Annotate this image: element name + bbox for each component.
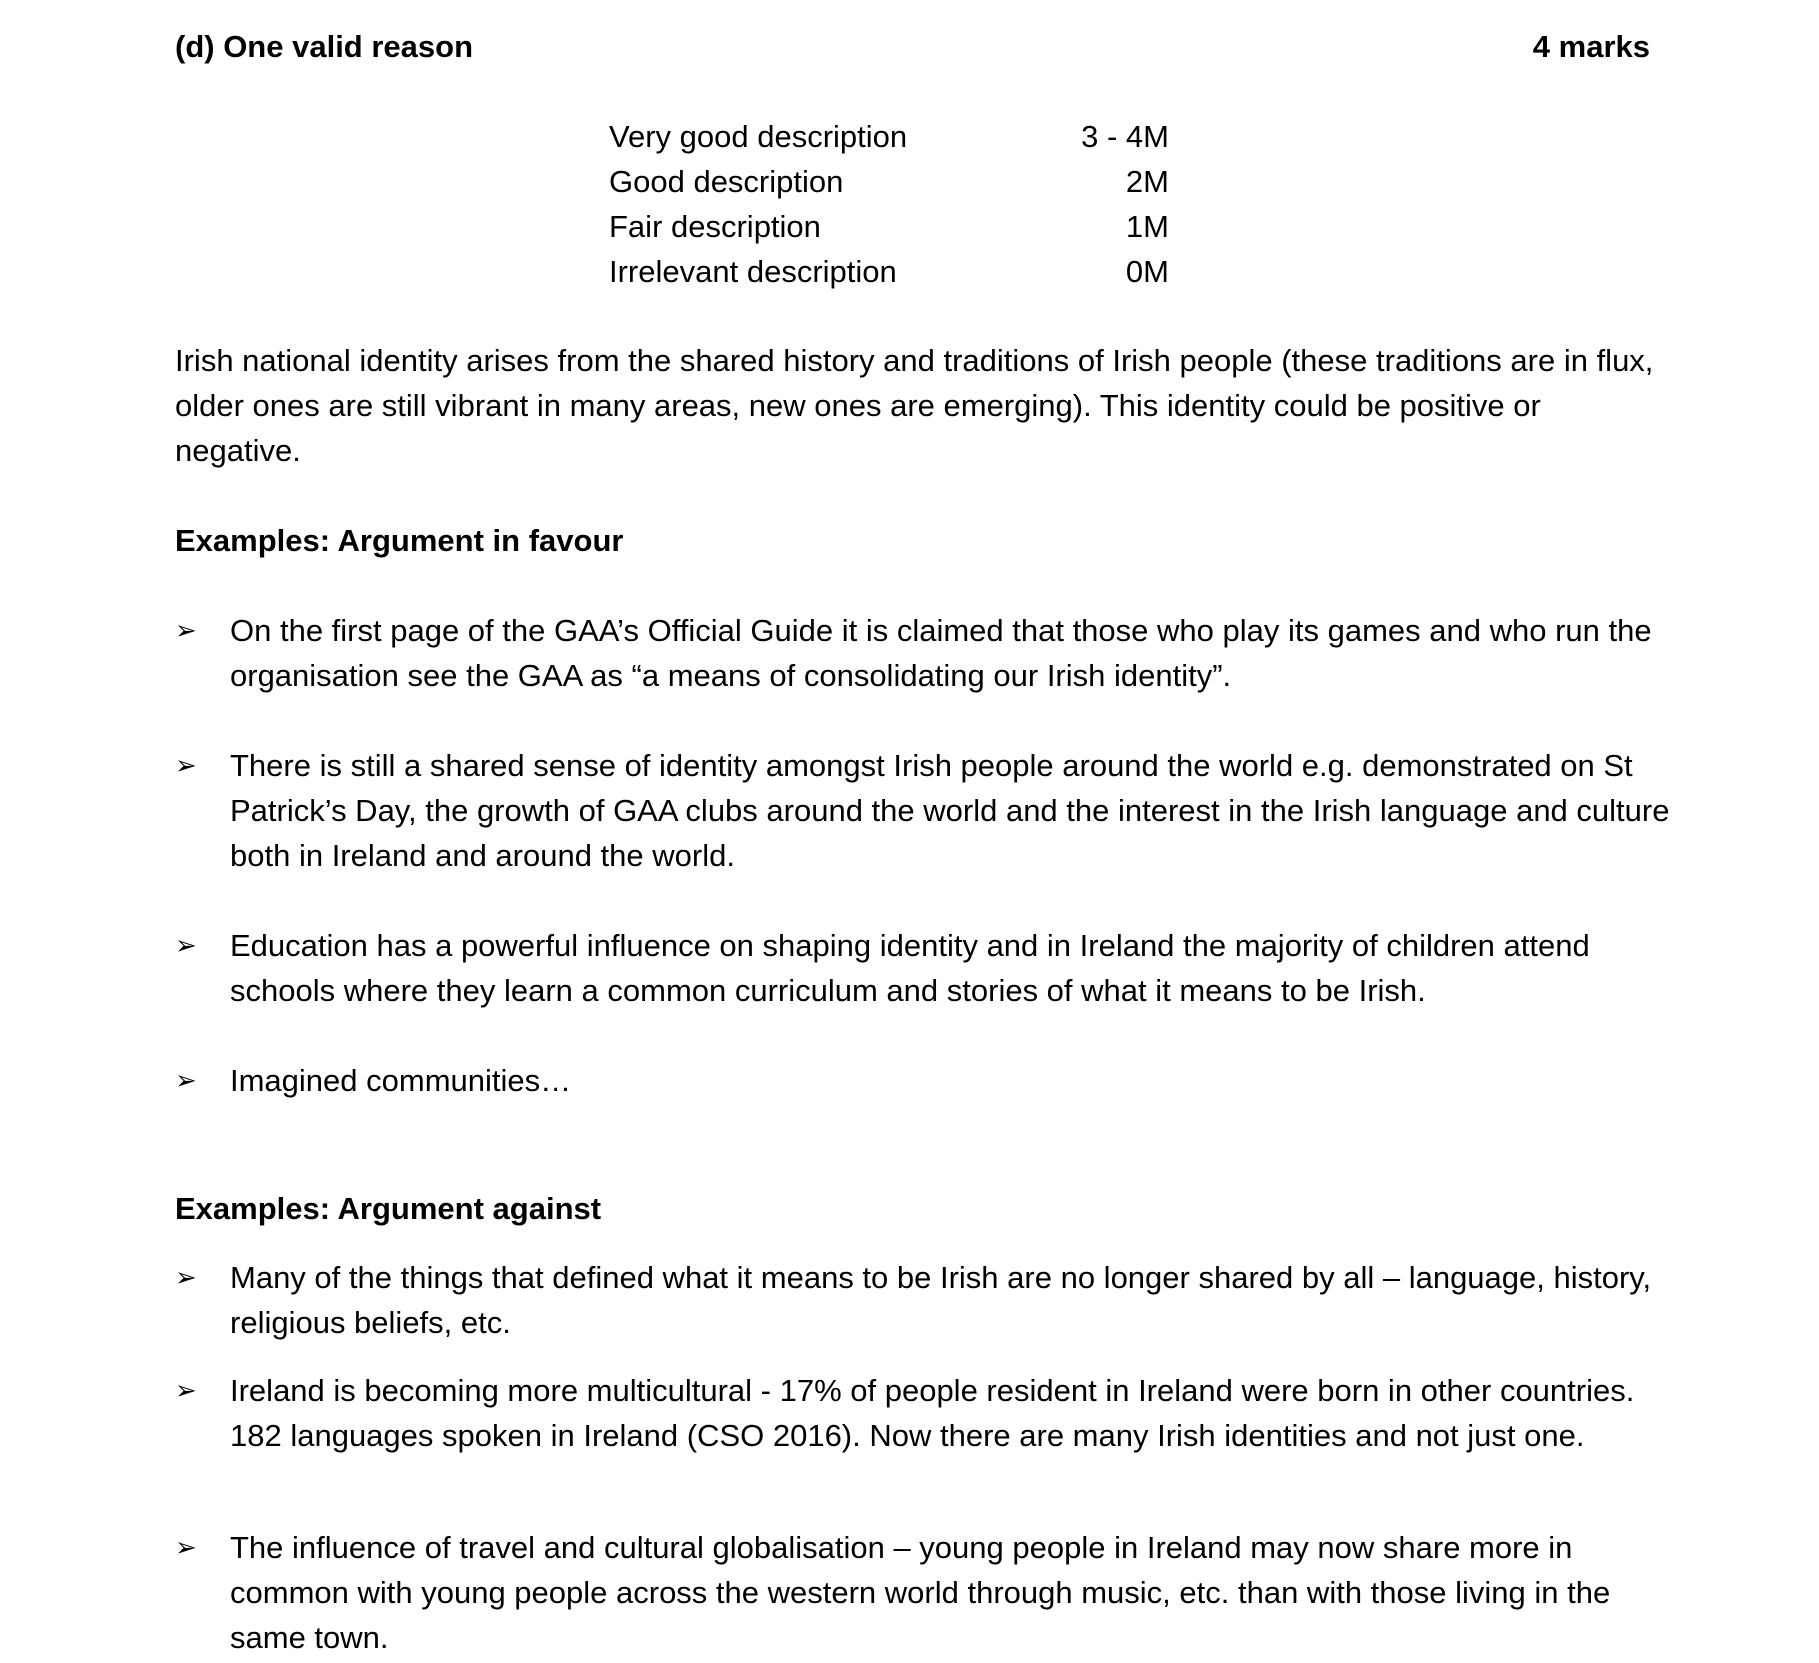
mark-scheme-marks: 1M — [1125, 209, 1169, 244]
mark-scheme-marks: 2M — [1125, 164, 1169, 199]
mark-scheme-label: Irrelevant description — [609, 254, 897, 289]
against-item-text: The influence of travel and cultural globalisation – young people in Ireland may now share more in common with young people across the western world through music, etc. than with those living in the same town. — [230, 1530, 1611, 1655]
mark-scheme-table — [609, 114, 1169, 294]
mark-scheme-row — [609, 114, 1169, 159]
bullet-arrow-icon: ➢ — [175, 1375, 197, 1405]
bullet-arrow-icon: ➢ — [175, 750, 197, 780]
against-heading: Examples: Argument against — [175, 1191, 602, 1226]
mark-scheme-marks: 0M — [1125, 254, 1169, 289]
document-page — [175, 0, 1675, 1663]
mark-scheme-label: Good description — [609, 164, 844, 199]
bullet-arrow-icon: ➢ — [175, 615, 197, 645]
mark-scheme-row — [609, 159, 1169, 204]
question-marks: 4 marks — [1532, 29, 1650, 64]
bullet-arrow-icon: ➢ — [175, 1532, 197, 1562]
against-item-text: Many of the things that defined what it means to be Irish are no longer shared by all – language, history, religious beliefs, etc. — [230, 1260, 1652, 1340]
bullet-arrow-icon: ➢ — [175, 1262, 197, 1292]
favour-item-text: There is still a shared sense of identity amongst Irish people around the world e.g. demonstrated on St Patrick’s Day, the growth of GAA clubs around the world and the interest in the Irish language and culture both in Ireland and around the world. — [230, 748, 1670, 873]
mark-scheme-marks: 3 - 4M — [1081, 119, 1169, 154]
favour-item-text: Imagined communities… — [230, 1063, 572, 1098]
favour-item-text: Education has a powerful influence on shaping identity and in Ireland the majority of children attend schools where they learn a common curriculum and stories of what it means to be Irish. — [230, 928, 1590, 1008]
mark-scheme-label: Fair description — [609, 209, 821, 244]
favour-item-text: On the first page of the GAA’s Official Guide it is claimed that those who play its games and who run the organisation see the GAA as “a means of consolidating our Irish identity”. — [230, 613, 1652, 693]
intro-paragraph: Irish national identity arises from the shared history and traditions of Irish people (these traditions are in flux, older ones are still vibrant in many areas, new ones are emerging). This identity could be positive or negative. — [175, 343, 1654, 468]
mark-scheme-row — [609, 204, 1169, 249]
against-item-text: Ireland is becoming more multicultural - 17% of people resident in Ireland were born in other countries. 182 languages spoken in Ireland (CSO 2016). Now there are many Irish identities and not just one. — [230, 1373, 1635, 1453]
bullet-arrow-icon: ➢ — [175, 930, 197, 960]
bullet-arrow-icon: ➢ — [175, 1065, 197, 1095]
mark-scheme-label: Very good description — [609, 119, 908, 154]
question-heading — [175, 24, 1650, 69]
favour-heading: Examples: Argument in favour — [175, 523, 624, 558]
mark-scheme-row — [609, 249, 1169, 294]
question-title: (d) One valid reason — [175, 29, 474, 64]
